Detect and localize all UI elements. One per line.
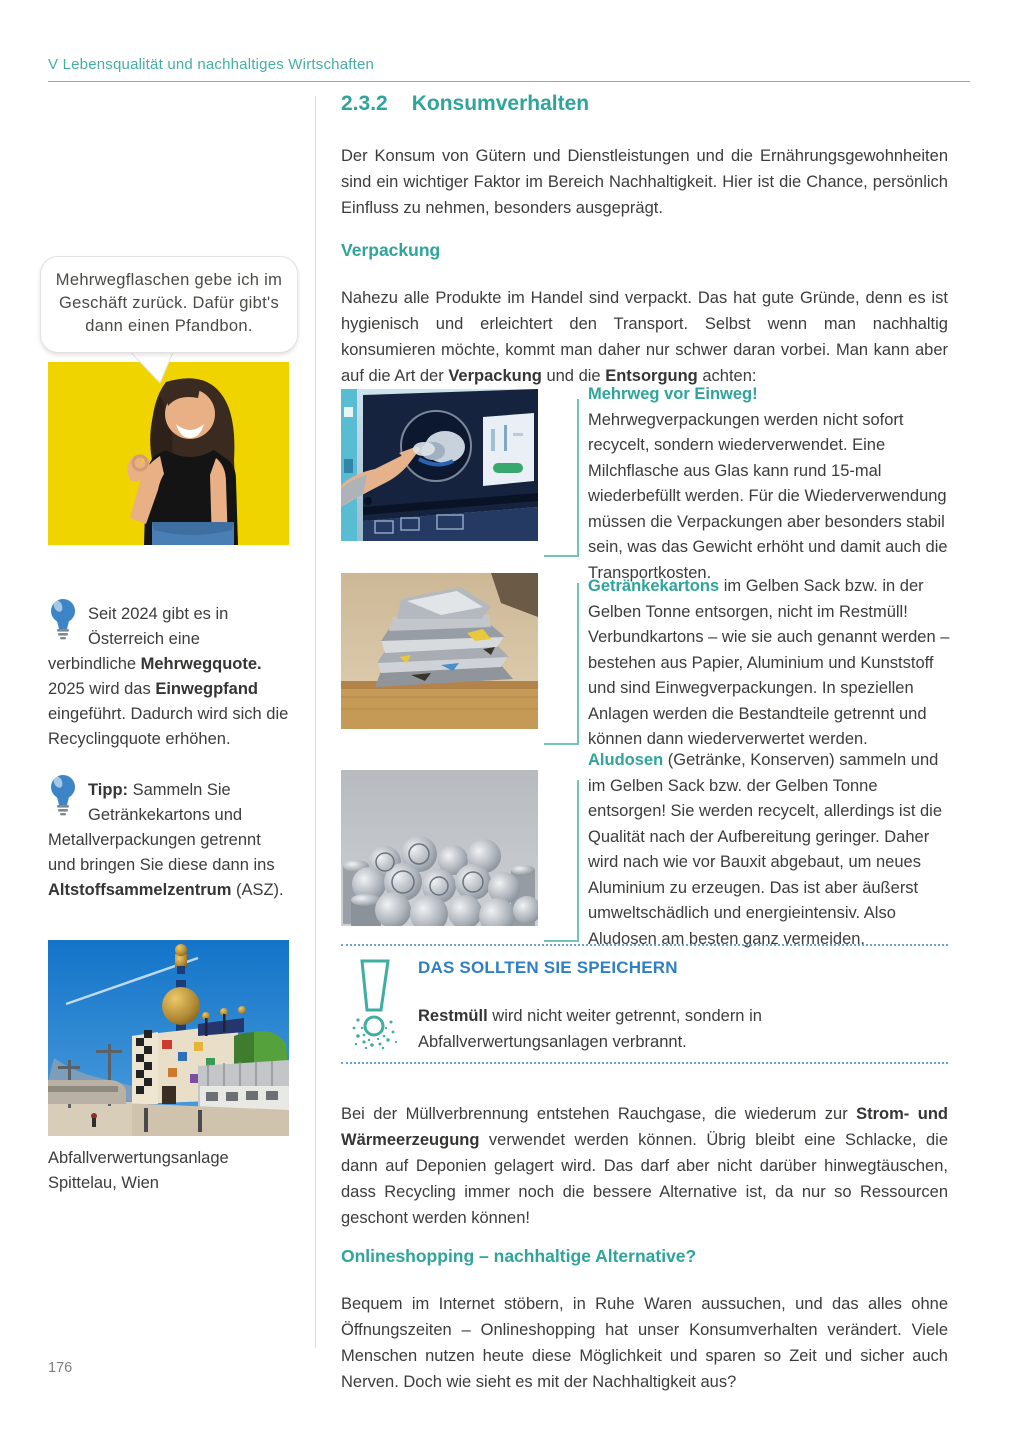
tip-asz: [48, 778, 292, 903]
dotted-separator-bottom: [341, 1062, 948, 1064]
mehrweg-block: [588, 382, 950, 586]
mehrweg-text: Mehrwegverpackungen werden nicht sofort recycelt, sondern wiederverwendet. Eine Milchflasche aus Glas kann rund 15-mal wiederbefüllt werden. Für die Wiederverwendung müssen die Verpackungen aber besonders stabil sein, was das Gewicht erhöht und damit auch die Transportkosten.: [588, 410, 948, 582]
exclamation-icon: [350, 958, 402, 1055]
page-number: 176: [48, 1360, 73, 1376]
spittelau-plant-photo: [48, 940, 289, 1136]
aludosen-block: [588, 748, 950, 952]
infobox-text: Restmüll wird nicht weiter getrennt, sondern in Abfallverwertungsanlagen verbrannt.: [418, 1006, 762, 1051]
dotted-separator-top: [341, 944, 948, 946]
verpackung-heading: Verpackung: [341, 240, 441, 260]
header-rule: [48, 81, 970, 82]
kartons-block: [588, 574, 950, 753]
intro-paragraph: Der Konsum von Gütern und Dienstleistungen und die Ernährungsgewohnheiten sind ein wichtiger Faktor im Bereich Nachhaltigkeit. Hier ist die Chance, persönlich Einfluss zu nehmen, besonders ausgeprägt.: [341, 146, 948, 217]
crushed-cartons-photo: [341, 573, 538, 729]
aludosen-text: (Getränke, Konserven) sammeln und im Gelben Sack bzw. der Gelben Tonne entsorgen! Sie werden recycelt, allerdings ist die Qualität nach der Aufbereitung geringer. Daher wird nach wie vor Bauxit abgebaut, um neues Aluminium zu erzeugen. Das ist aber äußerst umweltschädlich und energieintensiv. Also Aludosen am besten ganz vermeiden.: [588, 751, 943, 948]
photo-caption: Abfallverwertungsanlage Spittelau, Wien: [48, 1149, 229, 1192]
media-bracket-2: [544, 583, 579, 745]
media-bracket-3: [544, 780, 579, 942]
infobox-title: DAS SOLLTEN SIE SPEICHERN: [418, 958, 678, 977]
mehrweg-heading: Mehrweg vor Einweg!: [588, 385, 758, 403]
incineration-paragraph: Bei der Müllverbrennung entstehen Rauchgase, die wiederum zur Strom- und Wärmeerzeugung verwendet werden können. Übrig bleibt eine Schlacke, die dann auf Deponien gelagert wird. Das darf aber nicht darüber hinwegtäuschen, dass Recycling immer noch die bessere Alternative ist, da nur so Ressourcen geschont werden können!: [341, 1104, 948, 1227]
section-title: Konsumverhalten: [411, 92, 590, 115]
kartons-lead: Getränkekartons: [588, 577, 720, 595]
lightbulb-icon: [48, 774, 78, 824]
tip-mehrwegquote: [48, 602, 292, 752]
section-heading: [341, 92, 589, 116]
kartons-text: im Gelben Sack bzw. in der Gelben Tonne entsorgen, nicht im Restmüll! Verbundkartons – wie sie auch genannt werden – bestehen aus Papier, Aluminium und Kunststoff und sind Einwegverpackungen. In speziellen Anlagen werden die Bestandteile getrennt und können dann wiederverwertet werden.: [588, 577, 950, 748]
onlineshopping-heading: Onlineshopping – nachhaltige Alternative?: [341, 1246, 697, 1266]
section-number: 2.3.2: [341, 92, 388, 115]
aluminium-cans-illustration: [341, 770, 538, 926]
aludosen-lead: Aludosen: [588, 751, 664, 769]
onlineshopping-paragraph: Bequem im Internet stöbern, in Ruhe Waren aussuchen, und das alles ohne Öffnungszeiten – Onlineshopping hat unser Konsumverhalten verändert. Viele Menschen nutzen heute diese Möglichkeit und sparen so Zeit und sicher auch Nerven. Doch wie sieht es mit der Nachhaltigkeit aus?: [341, 1294, 948, 1391]
spittelau-plant-illustration: [48, 940, 289, 1136]
column-rule: [315, 96, 316, 1348]
tip-text: Tipp: Sammeln Sie Getränkekartons und Metallverpackungen getrennt und bringen Sie diese dann ins Altstoffsammelzentrum (ASZ).: [48, 781, 284, 899]
media-bracket-1: [544, 399, 579, 557]
crushed-cartons-illustration: [341, 573, 538, 729]
chapter-header: V Lebensqualität und nachhaltiges Wirtschaften: [48, 56, 375, 73]
reverse-vending-machine-illustration: [341, 389, 538, 541]
reverse-vending-machine-photo: [341, 389, 538, 541]
lightbulb-icon: [48, 598, 78, 648]
aluminium-cans-photo: [341, 770, 538, 926]
speech-bubble: Mehrwegflaschen gebe ich im Geschäft zurück. Dafür gibt's dann einen Pfandbon.: [40, 256, 298, 353]
verpackung-paragraph: Nahezu alle Produkte im Handel sind verpackt. Das hat gute Gründe, denn es ist hygienisch und erleichtert den Transport. Selbst wenn man nachhaltig konsumieren möchte, kommt man daher nur schwer daran vorbei. Man kann aber auf die Art der Verpackung und die Entsorgung achten:: [341, 288, 948, 385]
tip-text: Seit 2024 gibt es in Österreich eine verbindliche Mehrwegquote. 2025 wird das Einwegpfand eingeführt. Dadurch wird sich die Recyclingquote erhöhen.: [48, 605, 289, 748]
